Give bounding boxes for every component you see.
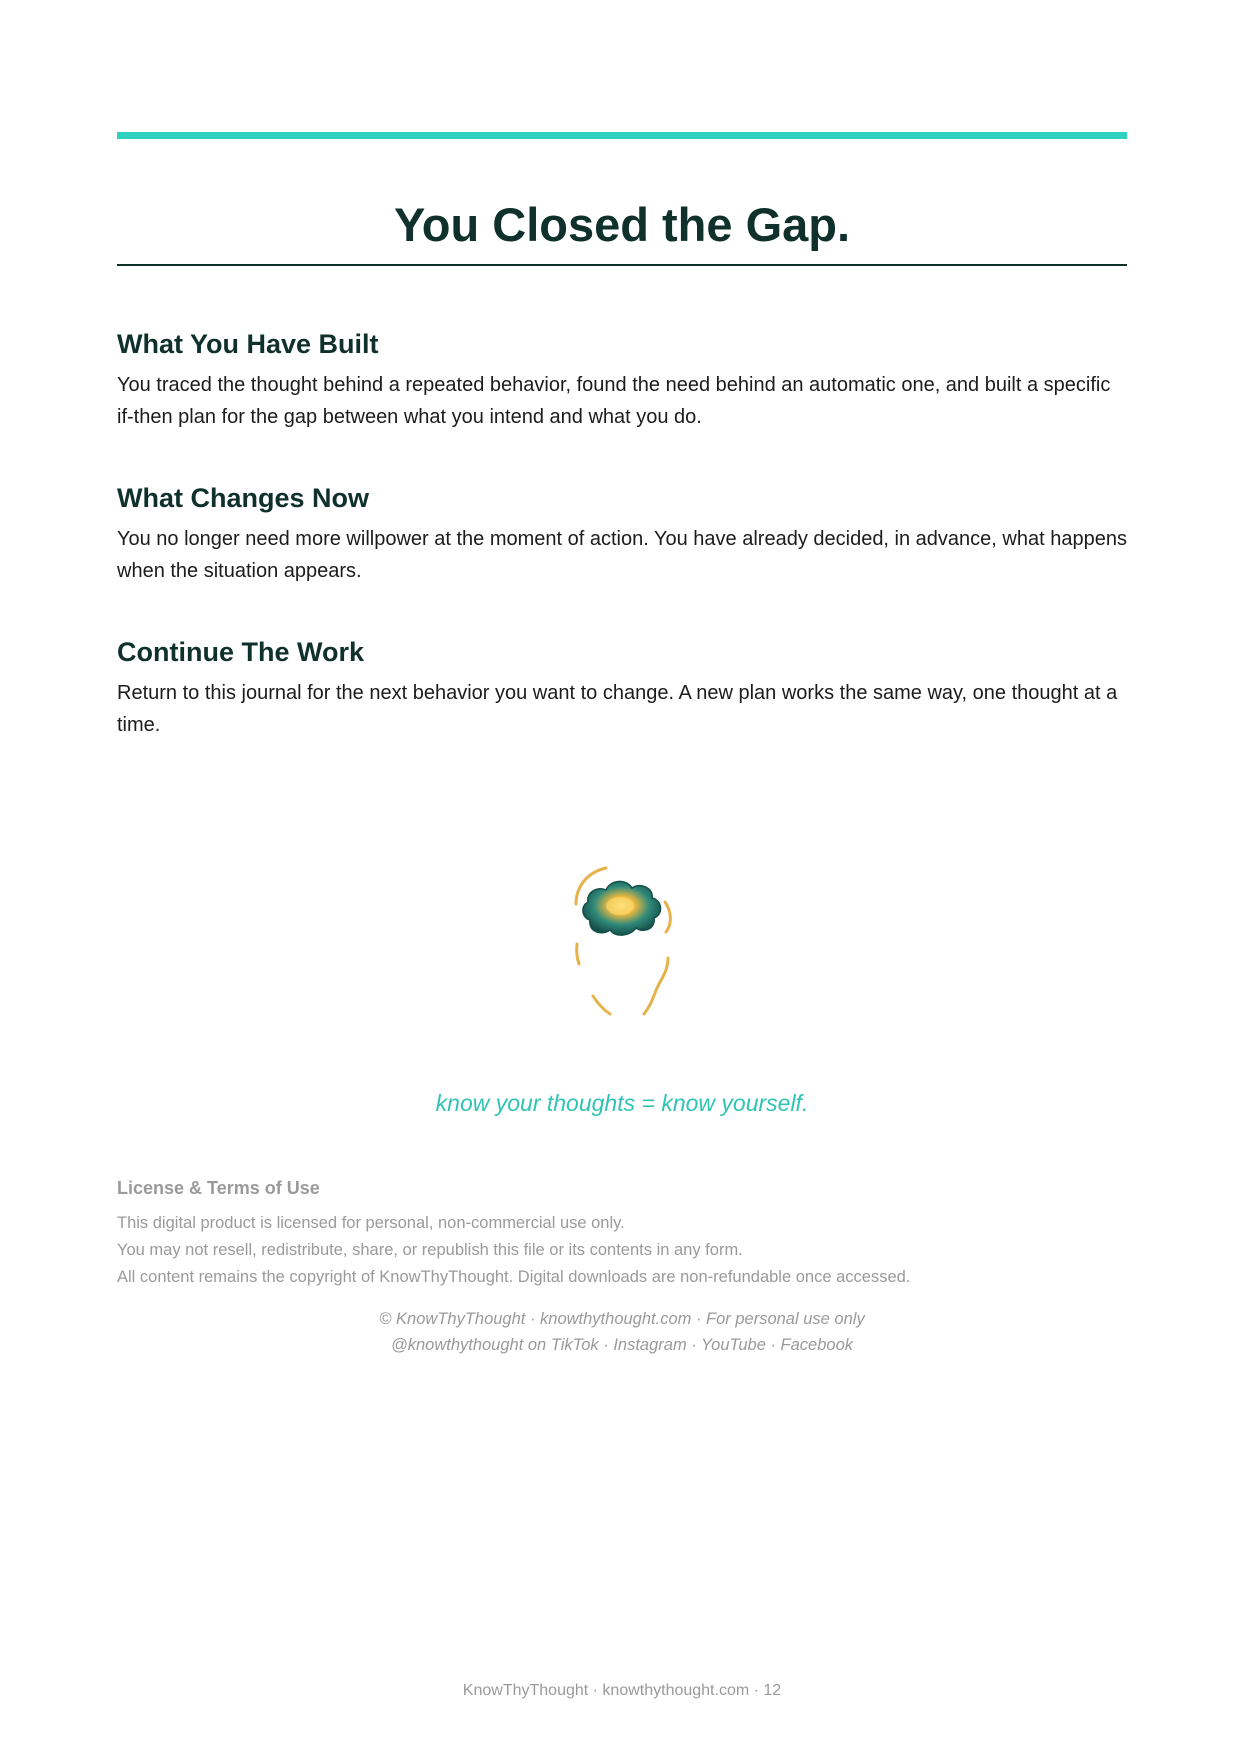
license-line: You may not resell, redistribute, share, or republish this file or its contents in any form. — [117, 1241, 743, 1259]
page-title: You Closed the Gap. — [393, 198, 851, 251]
section-what-changes-now — [117, 480, 1127, 587]
copyright-line: © KnowThyThought · knowthythought.com · For personal use only — [379, 1310, 865, 1328]
license-block — [117, 1176, 1127, 1291]
copyright-notes — [117, 1306, 1127, 1358]
tagline: know your thoughts = know yourself. — [435, 1090, 809, 1116]
section-body: Return to this journal for the next behavior you want to change. A new plan works the same way, one thought at a time. — [117, 682, 1118, 736]
head-with-glowing-cloud-icon — [560, 862, 690, 1024]
title-underline — [117, 264, 1127, 266]
section-what-you-have-built — [117, 326, 1127, 433]
section-heading: Continue The Work — [117, 637, 364, 667]
top-accent-rule — [117, 132, 1127, 139]
license-heading: License & Terms of Use — [117, 1178, 320, 1198]
section-body: You traced the thought behind a repeated behavior, found the need behind an automatic one, and built a specific if-then plan for the gap between what you intend and what you do. — [117, 374, 1111, 428]
section-heading: What You Have Built — [117, 329, 379, 359]
license-line: This digital product is licensed for personal, non-commercial use only. — [117, 1214, 625, 1232]
section-body: You no longer need more willpower at the moment of action. You have already decided, in advance, what happens when the situation appears. — [117, 528, 1127, 582]
social-line: @knowthythought on TikTok · Instagram · YouTube · Facebook — [390, 1336, 854, 1354]
license-line: All content remains the copyright of KnowThyThought. Digital downloads are non-refundable once accessed. — [117, 1268, 911, 1286]
page-footer: KnowThyThought · knowthythought.com · 12 — [462, 1682, 782, 1699]
section-heading: What Changes Now — [117, 483, 370, 513]
section-continue-the-work — [117, 634, 1127, 741]
